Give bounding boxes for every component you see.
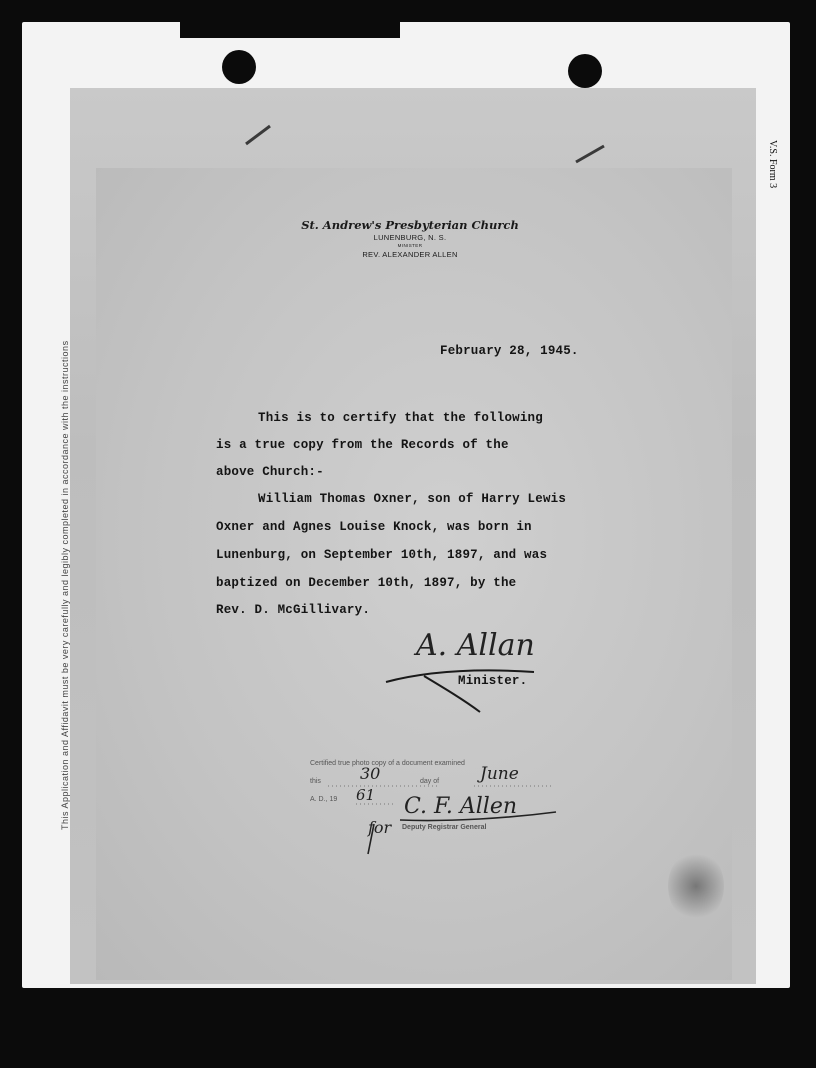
cert-year-value: 61 [356, 786, 376, 804]
margin-instructions: This Application and Affidavit must be very carefully and legibly completed in accordance with the instructions [60, 340, 70, 830]
letter-line: is a true copy from the Records of the [216, 438, 509, 452]
punch-hole-left [222, 50, 256, 84]
staple-marks [240, 120, 620, 170]
punch-hole-right [568, 54, 602, 88]
cert-month-value: June [480, 764, 519, 784]
top-notch [180, 16, 400, 38]
minister-signature: A. Allan [416, 628, 535, 663]
letter-line: Oxner and Agnes Louise Knock, was born in [216, 520, 532, 534]
church-name: St. Andrew's Presbyterian Church [301, 218, 519, 232]
letter-line: William Thomas Oxner, son of Harry Lewis [258, 492, 567, 506]
letter-line: Lunenburg, on September 10th, 1897, and was [216, 548, 548, 562]
letterhead [300, 218, 520, 260]
letter-line: above Church:- [216, 465, 324, 479]
registrar-signature: C. F. Allen [404, 794, 518, 819]
letter-line: This is to certify that the following [258, 411, 543, 425]
letter-line: baptized on December 10th, 1897, by the [216, 576, 517, 590]
cert-ad-label: A. D., 19 [310, 796, 338, 803]
cert-this-label: this [310, 778, 321, 785]
signature-flourish [384, 664, 544, 714]
ink-stain [668, 850, 724, 922]
minister-name: REV. ALEXANDER ALLEN [362, 250, 458, 259]
church-location: LUNENBURG, N. S. [373, 233, 447, 242]
letter-line: Rev. D. McGillivary. [216, 603, 371, 617]
cert-day-of-label: day of [420, 778, 440, 785]
signature-title: Minister. [458, 674, 528, 688]
cert-day-value: 30 [360, 764, 381, 783]
cert-for-label: for [368, 818, 392, 837]
certification-line: Certified true photo copy of a document examined [310, 760, 465, 767]
form-number-label: V.S. Form 3 [767, 140, 778, 189]
minister-label: MINISTER [397, 243, 423, 248]
registrar-title: Deputy Registrar General [402, 824, 487, 831]
letter-date: February 28, 1945. [440, 344, 579, 358]
